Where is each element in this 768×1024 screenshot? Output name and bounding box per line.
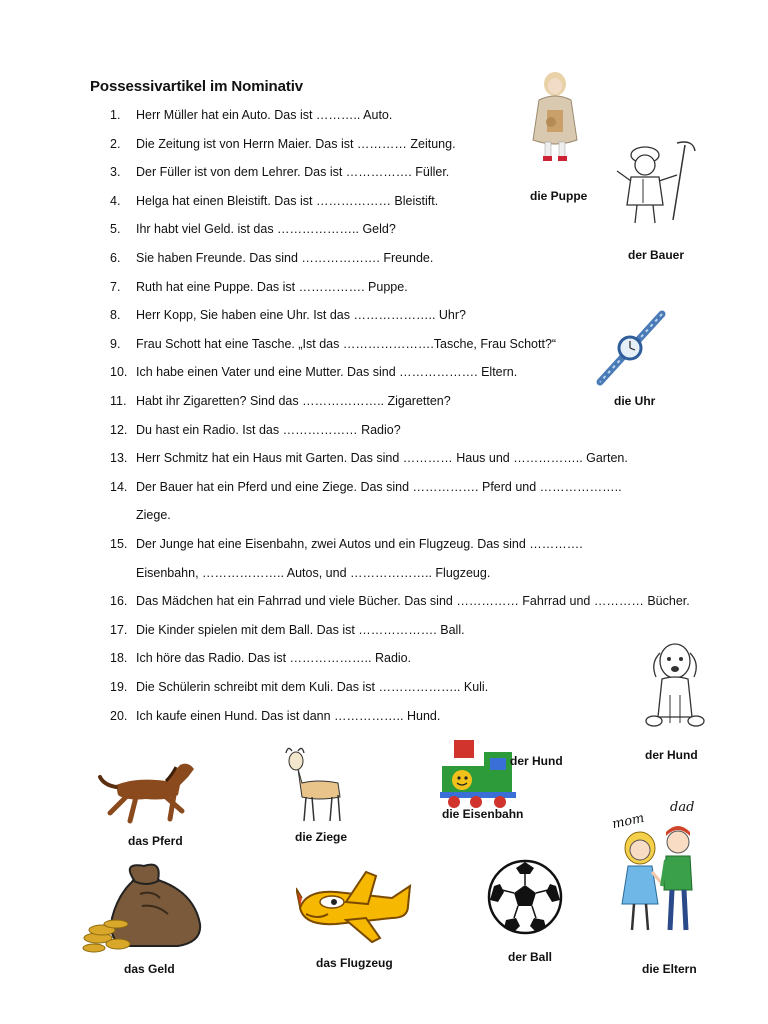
exercise-number: 6. [110, 251, 121, 265]
exercise-number: 10. [110, 365, 128, 380]
exercise-text: Sie haben Freunde. Das sind ………………. Freunde. [136, 251, 434, 265]
caption-bauer: der Bauer [628, 248, 685, 262]
exercise-item [110, 651, 411, 665]
caption-geld: das Geld [124, 962, 175, 976]
exercise-text: Ihr habt viel Geld. ist das ……………….. Geld? [136, 222, 396, 237]
exercise-number: 20. [110, 708, 128, 723]
exercise-text: Herr Kopp, Sie haben eine Uhr. Ist das ……………….. Uhr? [136, 308, 466, 323]
exercise-number: 1. [110, 108, 121, 122]
caption-eisenbahn: die Eisenbahn [442, 807, 524, 821]
exercise-number: 12. [110, 422, 128, 437]
exercise-text: Helga hat einen Bleistift. Das ist ……………… Bleistift. [136, 193, 439, 208]
exercise-number: 9. [110, 336, 121, 351]
exercise-text: Der Füller ist von dem Lehrer. Das ist ……………. Füller. [136, 165, 450, 180]
exercise-text: Ich habe einen Vater und eine Mutter. Das sind ………………. Eltern. [136, 365, 518, 380]
exercise-text: Die Schülerin schreibt mit dem Kuli. Das ist ……………….. Kuli. [136, 680, 489, 694]
doll-picture [525, 70, 585, 165]
exercise-text: Der Junge hat eine Eisenbahn, zwei Autos und ein Flugzeug. Das sind …………. [136, 537, 583, 551]
exercise-number: 17. [110, 622, 128, 637]
exercise-text: Ich kaufe einen Hund. Das ist dann …………….. Hund. [136, 708, 441, 723]
exercise-number: 7. [110, 279, 121, 294]
exercise-text-continuation: Ziege. [136, 508, 171, 523]
exercise-item [110, 680, 488, 694]
exercise-number: 18. [110, 651, 128, 666]
exercise-item [110, 108, 392, 122]
exercise-text: Du hast ein Radio. Ist das ……………… Radio? [136, 422, 401, 437]
caption-uhr: die Uhr [614, 394, 656, 408]
exercise-text: Das Mädchen hat ein Fahrrad und viele Bücher. Das sind …………… Fahrrad und ………… Bücher. [136, 594, 690, 609]
caption-ziege: die Ziege [295, 830, 348, 844]
ball-picture [486, 858, 564, 936]
exercise-number: 14. [110, 479, 128, 494]
horse-picture [96, 755, 204, 827]
caption-pferd: das Pferd [128, 834, 183, 848]
farmer-picture [615, 135, 700, 230]
money-bag-picture [82, 858, 212, 954]
exercise-item [110, 308, 466, 322]
airplane-picture [296, 868, 414, 948]
exercise-text: Die Zeitung ist von Herrn Maier. Das ist ………… Zeitung. [136, 136, 456, 151]
exercise-text: Frau Schott hat eine Tasche. „Ist das ………………….Tasche, Frau Schott?“ [136, 336, 557, 351]
train-picture [440, 738, 520, 810]
exercise-item [110, 423, 401, 437]
exercise-item [110, 709, 440, 723]
exercise-item [110, 137, 456, 151]
exercise-item [110, 337, 556, 351]
caption-puppe: die Puppe [530, 189, 588, 203]
exercise-number: 11. [110, 394, 127, 408]
exercise-item [110, 594, 690, 608]
exercise-text-continuation: Eisenbahn, ……………….. Autos, und ……………….. Flugzeug. [136, 565, 491, 580]
exercise-number: 16. [110, 594, 128, 609]
exercise-text: Ich höre das Radio. Das ist ……………….. Radio. [136, 651, 412, 666]
exercise-number: 4. [110, 193, 121, 208]
exercise-item [110, 365, 517, 379]
exercise-text: Die Kinder spielen mit dem Ball. Das ist ………………. Ball. [136, 622, 465, 637]
dog-picture [640, 635, 710, 735]
exercise-item [110, 222, 396, 236]
exercise-number: 3. [110, 165, 121, 180]
parents-picture [616, 826, 706, 936]
exercise-item [110, 537, 583, 551]
goat-picture [282, 745, 348, 825]
exercise-item [110, 251, 433, 265]
caption-hund-overlap: der Hund [510, 754, 563, 768]
exercise-item [110, 280, 408, 294]
exercise-item [110, 623, 465, 637]
exercise-item [110, 394, 451, 408]
exercise-text: Habt ihr Zigaretten? Sind das ……………….. Zigaretten? [136, 394, 451, 408]
exercise-text: Herr Schmitz hat ein Haus mit Garten. Das sind ………… Haus und …………….. Garten. [136, 451, 628, 466]
watch-picture [592, 308, 670, 386]
exercise-text: Ruth hat eine Puppe. Das ist ……………. Puppe. [136, 279, 408, 294]
caption-eltern: die Eltern [642, 962, 697, 976]
exercise-number: 2. [110, 136, 121, 151]
exercise-number: 5. [110, 222, 121, 237]
exercise-item [110, 165, 449, 179]
label-mom: mom [610, 810, 646, 833]
exercise-number: 13. [110, 451, 128, 466]
exercise-number: 15. [110, 537, 128, 551]
caption-flugzeug: das Flugzeug [316, 956, 393, 970]
caption-ball: der Ball [508, 950, 553, 964]
exercise-text: Der Bauer hat ein Pferd und eine Ziege. Das sind ……………. Pferd und ……………….. [136, 479, 622, 494]
label-dad: dad [670, 800, 695, 815]
caption-hund: der Hund [645, 748, 698, 762]
exercise-item [110, 451, 628, 465]
exercise-text: Herr Müller hat ein Auto. Das ist ……….. Auto. [136, 108, 393, 122]
exercise-number: 19. [110, 680, 128, 694]
worksheet-title: Possessivartikel im Nominativ [90, 78, 304, 95]
exercise-number: 8. [110, 308, 121, 323]
exercise-item [110, 194, 438, 208]
exercise-item [110, 480, 622, 494]
